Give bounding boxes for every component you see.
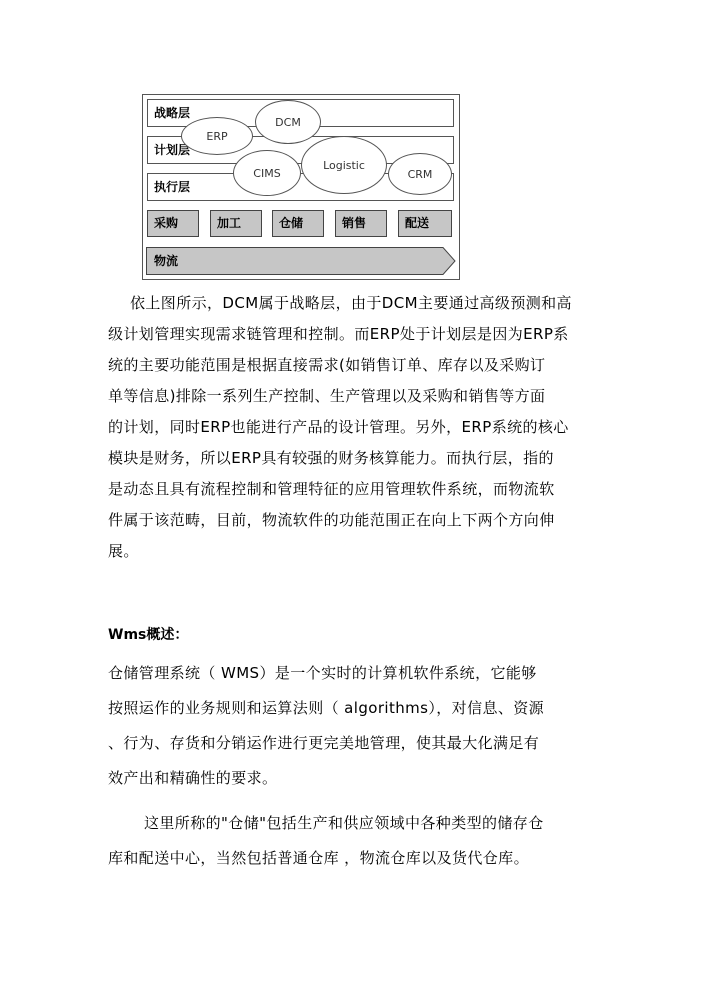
- function-sales: 销售: [335, 210, 387, 237]
- system-erp: ERP: [181, 117, 253, 155]
- paragraph-wms-definition: [108, 658, 592, 794]
- logistics-flow-arrow: [146, 247, 456, 275]
- text-line: 的计划，同时ERP也能进行产品的设计管理。另外，ERP系统的核心: [108, 418, 569, 436]
- text-line: 单等信息)排除一系列生产控制、生产管理以及采购和销售等方面: [108, 387, 546, 405]
- text-line: 这里所称的"仓储"包括生产和供应领域中各种类型的储存仓: [144, 814, 544, 832]
- paragraph-warehouse-scope: [108, 808, 592, 874]
- text-line: 件属于该范畴，目前，物流软件的功能范围正在向上下两个方向伸: [108, 511, 555, 529]
- system-dcm: DCM: [255, 100, 321, 144]
- text-line: 展。: [108, 542, 139, 560]
- function-distribution: 配送: [398, 210, 452, 237]
- system-crm: CRM: [388, 153, 452, 195]
- text-line: 仓储管理系统（ WMS）是一个实时的计算机软件系统，它能够: [108, 664, 537, 682]
- text-line: 依上图所示，DCM属于战略层，由于DCM主要通过高级预测和高: [130, 294, 572, 312]
- paragraph-diagram-explanation: [108, 288, 592, 567]
- text-line: 库和配送中心，当然包括普通仓库 ，物流仓库以及货代仓库。: [108, 849, 529, 867]
- function-procurement: 采购: [147, 210, 199, 237]
- text-line: 模块是财务，所以ERP具有较强的财务核算能力。而执行层，指的: [108, 449, 554, 467]
- section-heading-wms: Wms概述：: [108, 627, 189, 643]
- function-processing: 加工: [210, 210, 262, 237]
- text-line: 是动态且具有流程控制和管理特征的应用管理软件系统，而物流软: [108, 480, 555, 498]
- text-line: 、行为、存货和分销运作进行更完美地管理，使其最大化满足有: [108, 734, 540, 752]
- text-line: 按照运作的业务规则和运算法则（ algorithms），对信息、资源: [108, 699, 545, 717]
- system-cims: CIMS: [233, 150, 301, 196]
- function-warehousing: 仓储: [272, 210, 324, 237]
- architecture-diagram: [142, 94, 460, 280]
- system-logistic: Logistic: [301, 136, 387, 194]
- layer-strategic: 战略层: [147, 99, 454, 127]
- layer-planning: 计划层: [147, 136, 454, 164]
- text-line: 效产出和精确性的要求。: [108, 769, 278, 787]
- logistics-flow-label: 物流: [154, 254, 179, 268]
- text-line: 统的主要功能范围是根据直接需求(如销售订单、库存以及采购订: [108, 356, 546, 374]
- layer-execution: 执行层: [147, 173, 454, 201]
- text-line: 级计划管理实现需求链管理和控制。而ERP处于计划层是因为ERP系: [108, 325, 569, 343]
